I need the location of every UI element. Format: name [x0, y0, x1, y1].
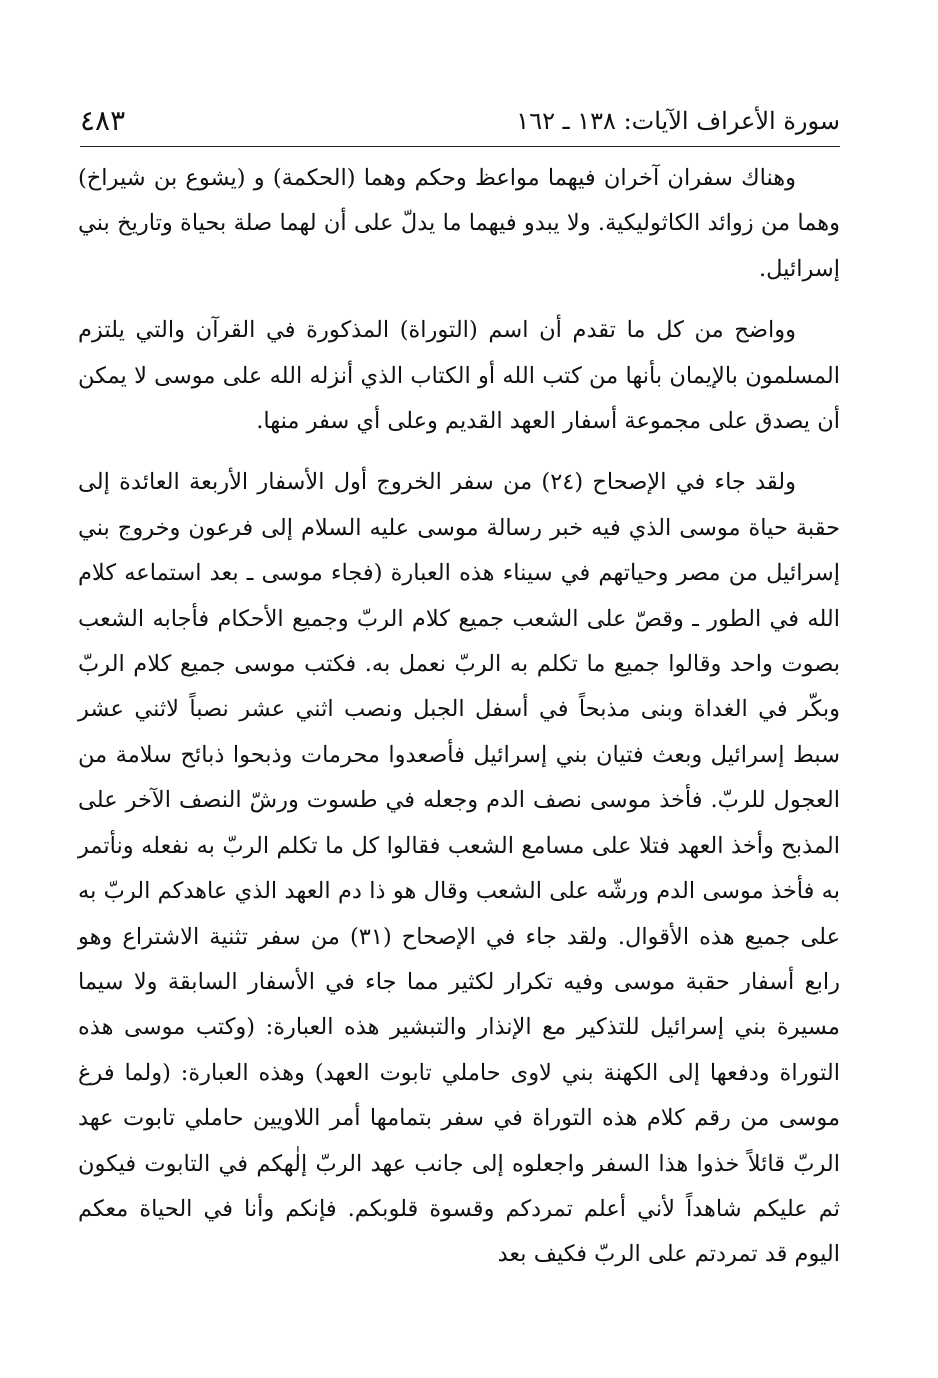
running-title: سورة الأعراف الآيات: ١٣٨ ـ ١٦٢ [516, 107, 840, 135]
page-body [78, 156, 840, 1278]
paragraph-3: ولقد جاء في الإصحاح (٢٤) من سفر الخروج أول الأسفار الأربعة العائدة إلى حقبة حياة موسى الذي فيه خبر رسالة موسى عليه السلام إلى فرعون وخروج بني إسرائيل من مصر وحياتهم في سيناء هذه العبارة (فجاء موسى ـ بعد استماعه كلام الله في الطور ـ وقصّ على الشعب جميع كلام الربّ وجميع الأحكام فأجابه الشعب بصوت واحد وقالوا جميع ما تكلم به الربّ نعمل به. فكتب موسى جميع كلام الربّ وبكّر في الغداة وبنى مذبحاً في أسفل الجبل ونصب اثني عشر نصباً لاثني عشر سبط إسرائيل وبعث فتيان بني إسرائيل فأصعدوا محرمات وذبحوا ذبائح سلامة من العجول للربّ. فأخذ موسى نصف الدم وجعله في طسوت ورشّ النصف الآخر على المذبح وأخذ العهد فتلا على مسامع الشعب فقالوا كل ما تكلم الربّ به نفعله ونأتمر به فأخذ موسى الدم ورشّه على الشعب وقال هو ذا دم العهد الذي عاهدكم الربّ به على جميع هذه الأقوال. ولقد جاء في الإصحاح (٣١) من سفر تثنية الاشتراع وهو رابع أسفار حقبة موسى وفيه تكرار لكثير مما جاء في الأسفار السابقة ولا سيما مسيرة بني إسرائيل للتذكير مع الإنذار والتبشير هذه العبارة: (وكتب موسى هذه التوراة ودفعها إلى الكهنة بني لاوى حاملي تابوت العهد) وهذه العبارة: (ولما فرغ موسى من رقم كلام هذه التوراة في سفر بتمامها أمر اللاويين حاملي تابوت عهد الربّ قائلاً خذوا هذا السفر واجعلوه إلى جانب عهد الربّ إلٰهكم في التابوت فيكون ثم عليكم شاهداً لأني أعلم تمردكم وقسوة قلوبكم. فإنكم وأنا في الحياة معكم اليوم قد تمردتم على الربّ فكيف بعد [78, 469, 841, 1268]
paragraph-2: وواضح من كل ما تقدم أن اسم (التوراة) المذكورة في القرآن والتي يلتزم المسلمون بالإيمان بأنها من كتب الله أو الكتاب الذي أنزله الله على موسى لا يمكن أن يصدق على مجموعة أسفار العهد القديم وعلى أي سفر منها. [78, 317, 840, 435]
paragraph-1: وهناك سفران آخران فيهما مواعظ وحكم وهما (الحكمة) و (يشوع بن شيراخ) وهما من زوائد الكاثوليكية. ولا يبدو فيهما ما يدلّ على أن لهما صلة بحياة وتاريخ بني إسرائيل. [78, 165, 840, 282]
page-header [80, 96, 840, 146]
header-rule [80, 146, 840, 147]
page-number: ٤٨٣ [80, 104, 126, 137]
